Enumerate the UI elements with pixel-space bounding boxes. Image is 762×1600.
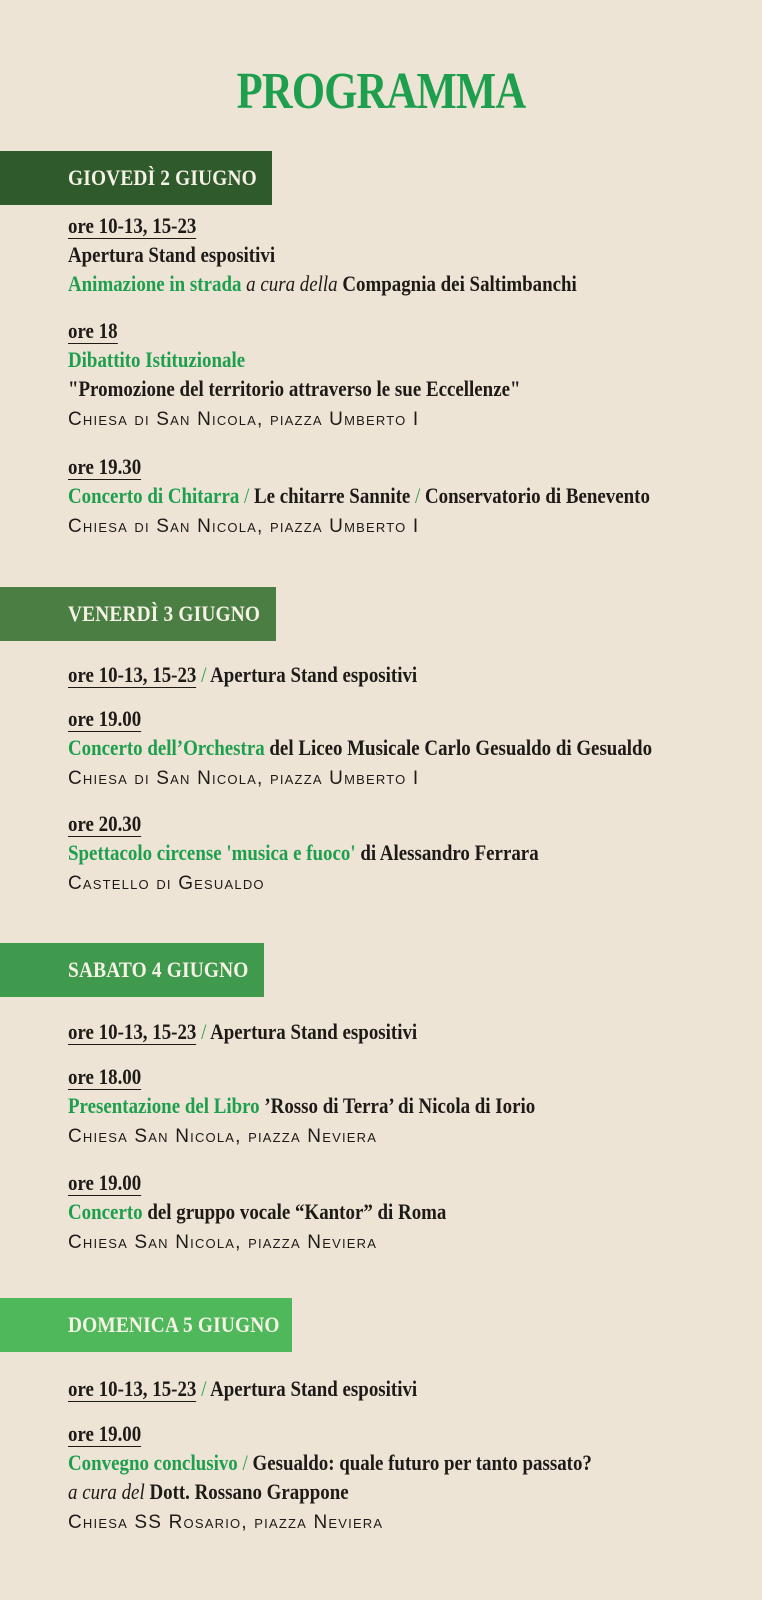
event-vocal-concert: ore 19.00 Concerto del gruppo vocale “Kantor” di Roma Chiesa San Nicola, piazza Neviera <box>68 1168 758 1257</box>
event-venue: Chiesa di San Nicola, piazza Umberto I <box>68 409 420 430</box>
event-title: Dibattito Istituzionale <box>68 347 246 372</box>
event-time: ore 19.30 <box>68 454 142 479</box>
event-venue: Chiesa di San Nicola, piazza Umberto I <box>68 516 420 537</box>
day-header-sunday: DOMENICA 5 GIUGNO <box>0 1298 292 1352</box>
event-time: ore 10-13, 15-23 <box>68 213 197 238</box>
event-debate: ore 18 Dibattito Istituzionale "Promozione del territorio attraverso le sue Eccellenze" Chiesa di San Nicola, piazza Umberto I <box>68 316 758 434</box>
event-guitar-concert: ore 19.30 Concerto di Chitarra / Le chitarre Sannite / Conservatorio di Benevento Chiesa di San Nicola, piazza Umberto I <box>68 452 758 541</box>
event-venue: Chiesa San Nicola, piazza Neviera <box>68 1126 378 1147</box>
event-stand-opening: ore 10-13, 15-23 / Apertura Stand espositivi <box>68 662 418 687</box>
day-header-thursday: GIOVEDÌ 2 GIUGNO <box>0 151 272 205</box>
event-time: ore 18 <box>68 318 118 343</box>
event-circus-show: ore 20.30 Spettacolo circense 'musica e fuoco' di Alessandro Ferrara Castello di Gesualdo <box>68 809 758 898</box>
day-header-saturday: SABATO 4 GIUGNO <box>0 943 264 997</box>
event-stand-opening: ore 10-13, 15-23 / Apertura Stand espositivi <box>68 1019 418 1044</box>
event-orchestra-concert: ore 19.00 Concerto dell’Orchestra del Liceo Musicale Carlo Gesualdo di Gesualdo Chiesa di San Nicola, piazza Umberto I <box>68 704 758 793</box>
event-title: Apertura Stand espositivi <box>68 242 276 267</box>
event-venue: Chiesa di San Nicola, piazza Umberto I <box>68 768 420 789</box>
event-closing-conference: ore 19.00 Convegno conclusivo / Gesualdo: quale futuro per tanto passato? a cura del Dott. Rossano Grappone Chiesa SS Rosario, piazza Neviera <box>68 1419 758 1537</box>
event-stand-opening: ore 10-13, 15-23 / Apertura Stand espositivi <box>68 1376 418 1401</box>
event-venue: Castello di Gesualdo <box>68 873 265 894</box>
event-venue: Chiesa San Nicola, piazza Neviera <box>68 1232 378 1253</box>
page-title: PROGRAMMA <box>236 63 526 120</box>
event-stand-opening: ore 10-13, 15-23 Apertura Stand espositivi Animazione in strada a cura della Compagnia dei Saltimbanchi <box>68 211 758 298</box>
event-venue: Chiesa SS Rosario, piazza Neviera <box>68 1512 384 1533</box>
event-book-presentation: ore 18.00 Presentazione del Libro ’Rosso di Terra’ di Nicola di Iorio Chiesa San Nicola, piazza Neviera <box>68 1062 758 1151</box>
day-header-friday: VENERDÌ 3 GIUGNO <box>0 587 276 641</box>
